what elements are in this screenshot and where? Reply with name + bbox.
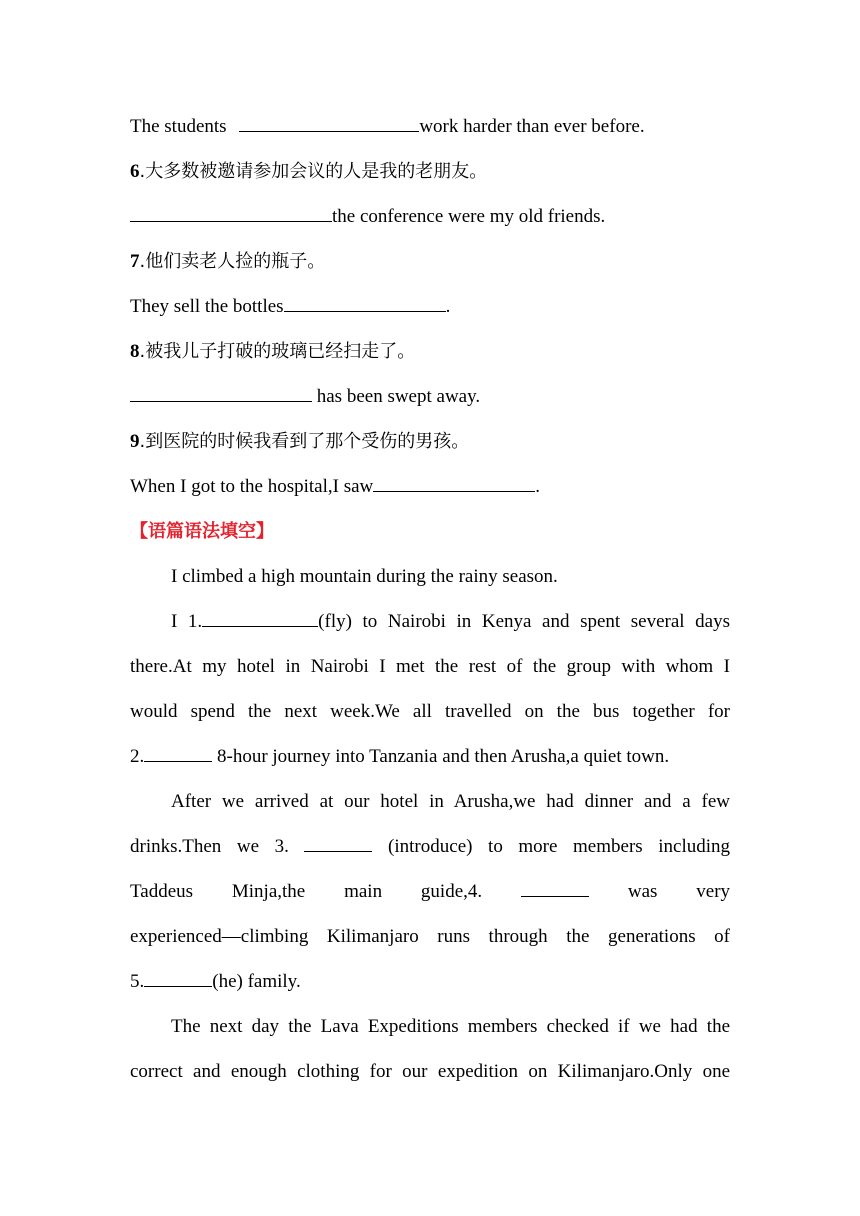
passage-text: Taddeus Minja,the main guide,4. <box>130 881 483 902</box>
passage-line <box>130 1057 730 1102</box>
section-heading <box>130 517 730 562</box>
answer-blank-3[interactable] <box>304 833 372 852</box>
item7-chinese <box>130 247 730 292</box>
answer-blank[interactable] <box>373 473 535 492</box>
item7-english <box>130 292 730 337</box>
section-title: 【语篇语法填空】 <box>130 521 274 542</box>
item-number: 6 <box>130 161 140 182</box>
item8-prompt: .被我儿子打破的玻璃已经扫走了。 <box>139 341 416 362</box>
answer-blank-2[interactable] <box>144 743 212 762</box>
passage-text: The next day the Lava Expeditions members checked if we had the <box>171 1016 730 1037</box>
passage-text: (introduce) to more members including <box>388 836 731 857</box>
passage-title <box>130 562 730 607</box>
passage-line <box>130 607 730 652</box>
item-number: 9 <box>130 431 140 452</box>
passage-line <box>130 787 730 832</box>
passage-line <box>130 922 730 967</box>
item8-english <box>130 382 730 427</box>
passage-text: 8-hour journey into Tanzania and then Arusha,a quiet town. <box>212 746 670 767</box>
answer-blank[interactable] <box>130 203 332 222</box>
item9-chinese <box>130 427 730 472</box>
item-number: 8 <box>130 341 140 362</box>
worksheet-page <box>130 112 730 1102</box>
answer-blank[interactable] <box>130 383 312 402</box>
passage-text: drinks.Then we 3. <box>130 836 289 857</box>
answer-blank[interactable] <box>239 113 419 132</box>
item9-english <box>130 472 730 517</box>
passage-title-text: I climbed a high mountain during the rainy season. <box>171 566 558 587</box>
passage-text: After we arrived at our hotel in Arusha,we had dinner and a few <box>171 791 730 812</box>
passage-text: I 1. <box>171 611 203 632</box>
passage-text: there.At my hotel in Nairobi I met the rest of the group with whom I <box>130 656 730 677</box>
item5-text-before: The students <box>130 116 232 137</box>
answer-blank-4[interactable] <box>521 878 589 897</box>
passage-line <box>130 877 730 922</box>
passage-text: experienced—climbing Kilimanjaro runs through the generations of <box>130 926 730 947</box>
passage-line <box>130 652 730 697</box>
passage-text: 5. <box>130 971 145 992</box>
passage-text: correct and enough clothing for our expedition on Kilimanjaro.Only one <box>130 1061 730 1082</box>
passage-line <box>130 832 730 877</box>
item6-english <box>130 202 730 247</box>
passage-text: was very <box>627 881 731 902</box>
passage-text: 2. <box>130 746 145 767</box>
item6-text-after: the conference were my old friends. <box>332 206 606 227</box>
passage-line <box>130 742 730 787</box>
item9-text-before: When I got to the hospital,I saw <box>130 476 374 497</box>
item5-english <box>130 112 730 157</box>
item-number: 7 <box>130 251 140 272</box>
passage-line <box>130 1012 730 1057</box>
item8-text-after: has been swept away. <box>312 386 481 407</box>
passage-text: (fly) to Nairobi in Kenya and spent several days <box>318 611 730 632</box>
passage-text: would spend the next week.We all travelled on the bus together for <box>130 701 730 722</box>
item9-text-after: . <box>535 476 541 497</box>
item6-prompt: .大多数被邀请参加会议的人是我的老朋友。 <box>139 161 488 182</box>
passage-line <box>130 967 730 1012</box>
item5-text-after: work harder than ever before. <box>419 116 645 137</box>
item6-chinese <box>130 157 730 202</box>
item7-text-before: They sell the bottles <box>130 296 284 317</box>
answer-blank-5[interactable] <box>144 968 212 987</box>
item7-text-after: . <box>445 296 451 317</box>
item9-prompt: .到医院的时候我看到了那个受伤的男孩。 <box>139 431 470 452</box>
answer-blank-1[interactable] <box>202 608 318 627</box>
answer-blank[interactable] <box>284 293 446 312</box>
passage-text: (he) family. <box>212 971 301 992</box>
item7-prompt: .他们卖老人捡的瓶子。 <box>139 251 326 272</box>
passage-line <box>130 697 730 742</box>
item8-chinese <box>130 337 730 382</box>
